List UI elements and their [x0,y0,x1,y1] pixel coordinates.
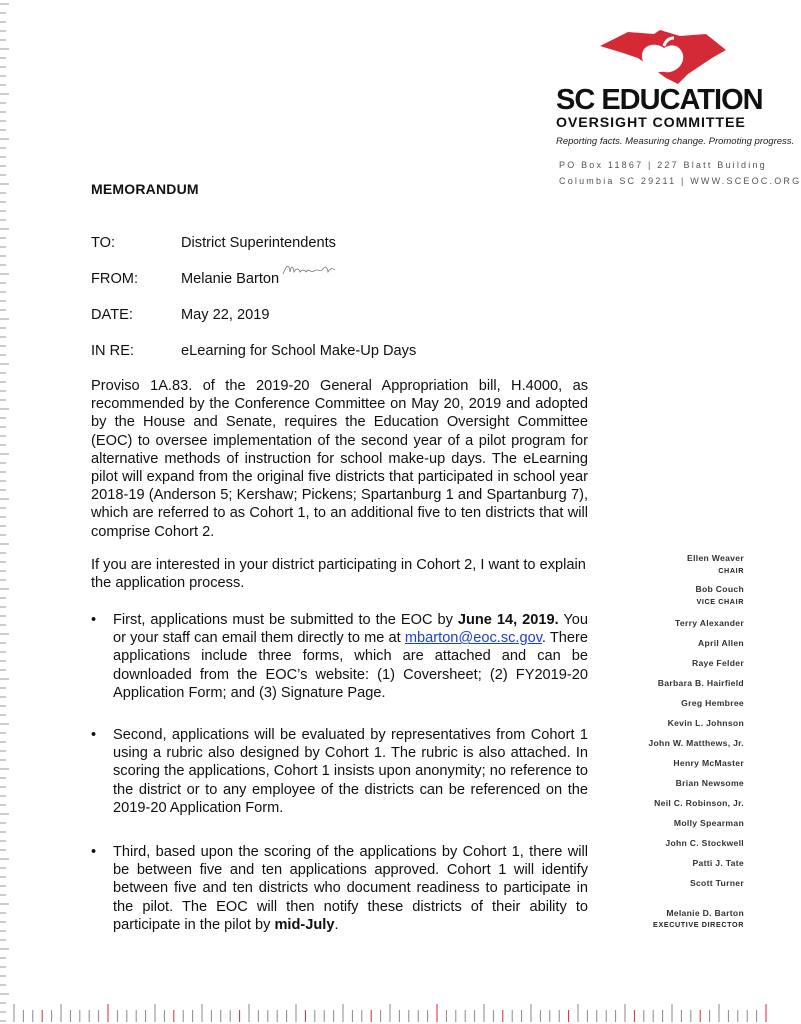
step-1-item [91,611,588,702]
board-member: Kevin L. Johnson [667,718,744,728]
deadline-date: June 14, 2019. [457,612,559,628]
vice-chair-name: Bob Couch [695,584,744,594]
step-3-text-b: . [334,916,339,933]
org-address [559,157,801,189]
board-member-list [604,613,744,893]
email-link[interactable]: mbarton@eoc.sc.gov [404,630,542,647]
sc-state-apple-icon [594,28,729,86]
memo-title: MEMORANDUM [91,181,199,197]
step-3-item [91,843,588,934]
body-paragraph-2 [91,556,588,592]
board-member: Greg Hembree [681,698,744,708]
step-2-item [91,726,588,817]
chair-role: CHAIR [718,566,744,575]
board-chair [604,551,744,582]
vice-chair-role: VICE CHAIR [696,597,744,606]
org-tagline: Reporting facts. Measuring change. Promoting progress. [556,136,795,147]
process-steps-list [91,611,588,702]
to-value: District Superintendents [181,235,336,251]
board-member: Neil C. Robinson, Jr. [654,798,744,808]
step-2-text: Second, applications will be evaluated by representatives from Cohort 1 using a rubric also designed by Cohort 1. The rubric is also attached. In scoring the applications, Cohort 1 insists upon anonymity; no reference to the district or to any employee of the districts can be referenced on the 2019-20 Application Form. [113,727,588,816]
date-label: DATE: [91,307,133,323]
board-member: Barbara B. Hairfield [657,678,744,688]
executive-director [604,907,744,931]
director-name: Melanie D. Barton [666,908,744,918]
to-label: TO: [91,235,116,251]
board-member: Terry Alexander [675,618,744,628]
paragraph-text: If you are interested in your district participating in Cohort 2, I want to explain the application process. [91,557,586,592]
paragraph-text: Proviso 1A.83. of the 2019-20 General Appropriation bill, H.4000, as recommended by the Conference Committee on May 20, 2019 and adopted by the House and Senate, requires the Education Oversight Committee (EOC) to oversee implementation of the second year of a pilot program for alternative methods of instruction for school make-up days. The eLearning pilot will expand from the original five districts that participated in school year 2018-19 (Anderson 5; Kershaw; Pickens; Spartanburg 1 and Spartanburg 7), which are referred to as Cohort 1, to an additional five to ten districts that will comprise Cohort 2. [91,378,588,540]
left-ruler-marks [0,0,10,1024]
board-member: Brian Newsome [675,778,744,788]
body-paragraph-1 [91,377,588,541]
bottom-ruler-marks [0,1000,770,1024]
re-value: eLearning for School Make-Up Days [181,343,417,359]
process-steps-list-3 [91,843,588,934]
board-member: Scott Turner [689,878,744,888]
board-member: Raye Felder [691,658,744,668]
org-name-line2: OVERSIGHT COMMITTEE [556,115,746,131]
process-steps-list-2 [91,726,588,817]
address-line-2: Columbia SC 29211 | WWW.SCEOC.ORG [559,176,801,186]
signature-initials [281,262,337,278]
notification-timing: mid-July [274,916,335,933]
step-1-text-a: First, applications must be submitted to the EOC by [113,612,458,628]
re-label: IN RE: [91,343,134,359]
org-name-line1: SC EDUCATION [556,84,763,116]
board-member: Patti J. Tate [692,858,744,868]
board-vice-chair [604,582,744,613]
date-value: May 22, 2019 [181,307,270,323]
board-member: Molly Spearman [673,818,744,828]
board-members-sidebar [604,551,744,931]
step-1-text-b: You or your staff can email them directly to me at [113,612,588,647]
board-member: Henry McMaster [673,758,744,768]
chair-name: Ellen Weaver [687,553,744,563]
director-role: EXECUTIVE DIRECTOR [653,920,744,929]
step-3-text-a: Third, based upon the scoring of the applications by Cohort 1, there will be between five and ten applications approved. Cohort 1 will identify between five and ten districts who document readiness to participate in the pilot. The EOC will then notify these districts of their ability to participate in the pilot by [113,844,588,933]
board-member: John W. Matthews, Jr. [648,738,744,748]
board-member: John C. Stockwell [665,838,744,848]
step-1-text-c: . There applications include three forms, which are attached and can be downloaded from the EOC’s website: (1) Coversheet; (2) FY2019-20 Application Form; and (3) Signature Page. [113,630,588,701]
from-label: FROM: [91,271,139,287]
board-member: April Allen [698,638,744,648]
address-line-1: PO Box 11867 | 227 Blatt Building [559,160,767,170]
from-value: Melanie Barton [181,271,280,287]
